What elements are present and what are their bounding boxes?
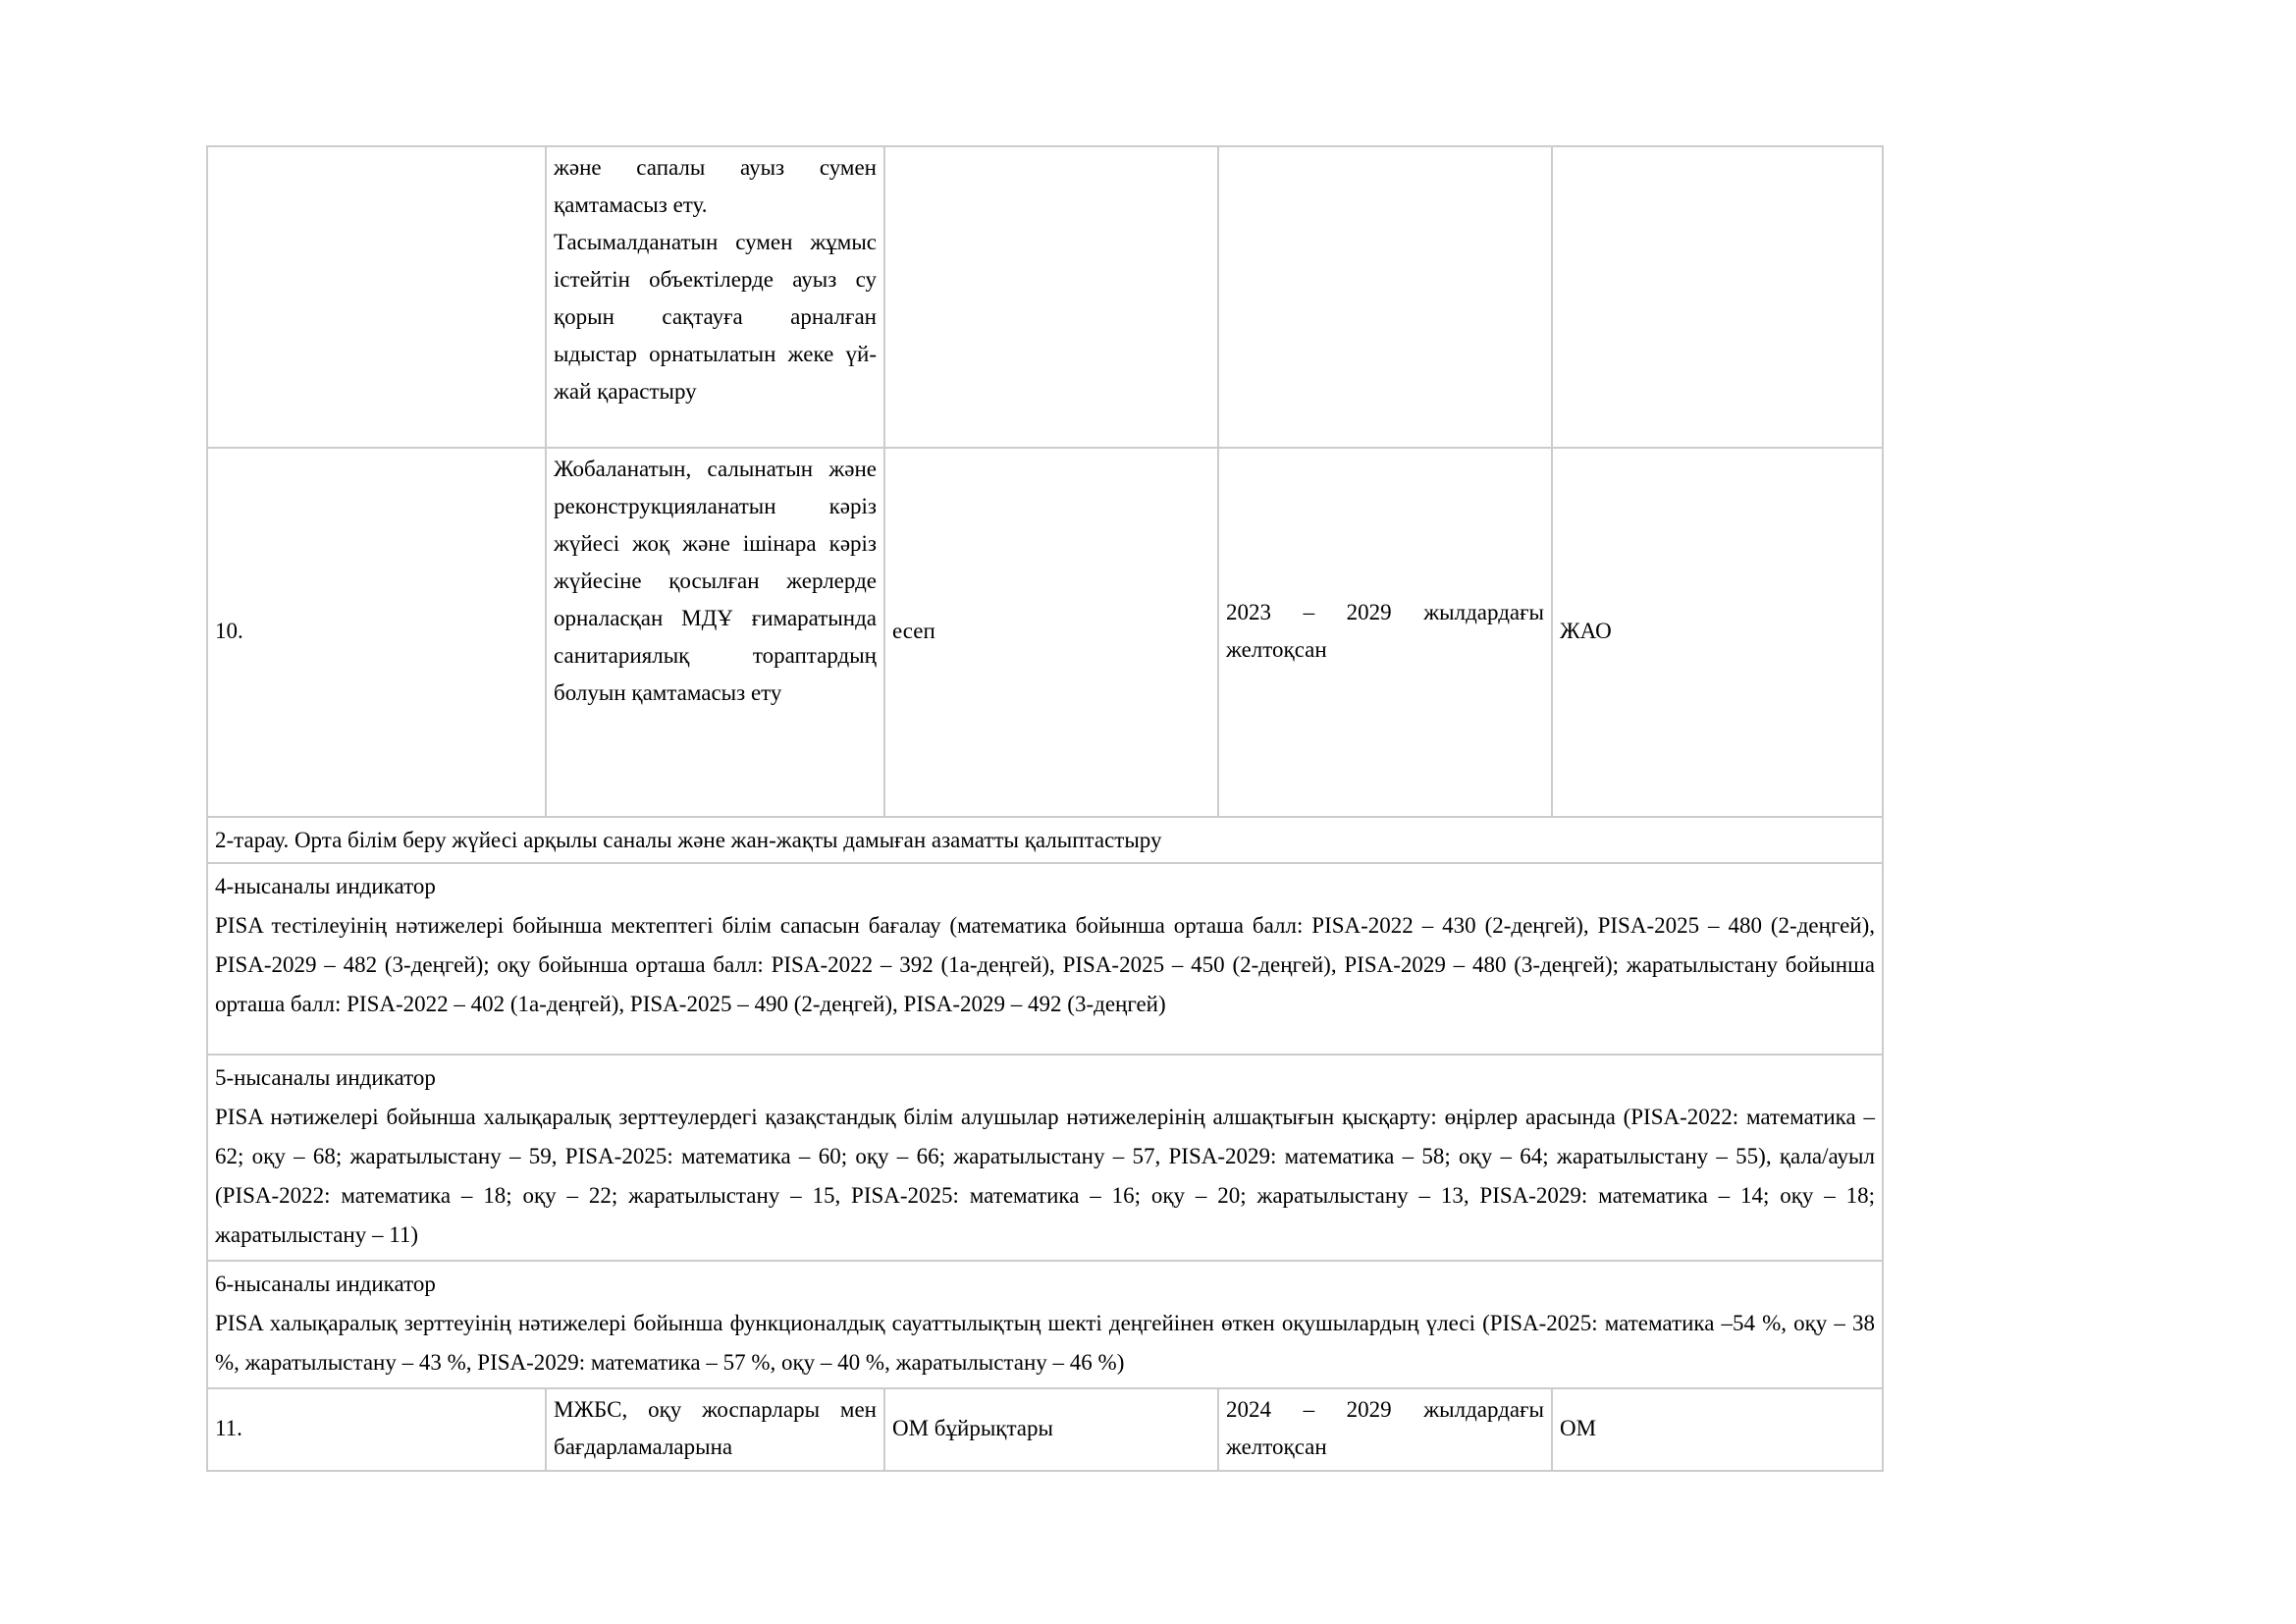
cell-form: есеп: [884, 448, 1218, 817]
cell-number: 11.: [207, 1388, 546, 1471]
indicator-6-cell: [207, 1261, 1883, 1388]
table-row-11: [207, 1388, 1883, 1471]
cell-form-empty: [884, 146, 1218, 448]
indicator-4-title: 4-нысаналы индикатор: [215, 874, 436, 898]
cell-form: ОМ бұйрықтары: [884, 1388, 1218, 1471]
table-row-indicator-4: [207, 863, 1883, 1055]
section-title: 2-тарау. Орта білім беру жүйесі арқылы саналы және жан-жақты дамыған азаматты қалыптастыру: [207, 817, 1883, 863]
indicator-6-title: 6-нысаналы индикатор: [215, 1272, 436, 1296]
table-row-10: [207, 448, 1883, 817]
indicator-6-body: PISA халықаралық зерттеуінің нәтижелері бойынша функционалдық сауаттылықтың шекті деңгейінен өткен оқушылардың үлесі (PISA-2025: математика –54 %, оқу – 38 %, жаратылыстану – 43 %, PISA-2029: математика – 57 %, оқу – 40 %, жаратылыстану – 46 %): [215, 1311, 1875, 1375]
indicator-5-title: 5-нысаналы индикатор: [215, 1065, 436, 1090]
indicator-5-body: PISA нәтижелері бойынша халықаралық зерттеулердегі қазақстандық білім алушылар нәтижелерінің алшақтығын қысқарту: өңірлер арасында (PISA-2022: математика – 62; оқу – 68; жаратылыстану – 59, PISA-2025: математика – 60; оқу – 66; жаратылыстану – 57, PISA-2029: математика – 58; оқу – 64; жаратылыстану – 55), қала/ауыл (PISA-2022: математика – 18; оқу – 22; жаратылыстану – 15, PISA-2025: математика – 16; оқу – 20; жаратылыстану – 13, PISA-2029: математика – 14; оқу – 18; жаратылыстану – 11): [215, 1105, 1875, 1247]
cell-term: 2023 – 2029 жылдардағы желтоқсан: [1218, 448, 1552, 817]
indicator-4-body: PISA тестілеуінің нәтижелері бойынша мектептегі білім сапасын бағалау (математика бойынша орташа балл: PISA-2022 – 430 (2-деңгей), PISA-2025 – 480 (2-деңгей), PISA-2029 – 482 (3-деңгей); оқу бойынша орташа балл: PISA-2022 – 392 (1а-деңгей), PISA-2025 – 450 (2-деңгей), PISA-2029 – 480 (3-деңгей); жаратылыстану бойынша орташа балл: PISA-2022 – 402 (1а-деңгей), PISA-2025 – 490 (2-деңгей), PISA-2029 – 492 (3-деңгей): [215, 913, 1875, 1016]
cell-number-empty: [207, 146, 546, 448]
activity-paragraph-1: және сапалы ауыз сумен қамтамасыз ету.: [554, 155, 877, 217]
table-row-continuation: [207, 146, 1883, 448]
cell-activity: МЖБС, оқу жоспарлары мен бағдарламаларына: [546, 1388, 884, 1471]
activity-paragraph-2: Тасымалданатын сумен жұмыс істейтін объектілерде ауыз су қорын сақтауға арналған ыдыстар орнатылатын жеке үй-жай қарастыру: [554, 230, 877, 404]
cell-activity: Жобаланатын, салынатын және реконструкцияланатын кәріз жүйесі жоқ және ішінара кәріз жүйесіне қосылған жерлерде орналасқан МДҰ ғимаратында санитариялық тораптардың болуын қамтамасыз ету: [546, 448, 884, 817]
cell-responsible-empty: [1552, 146, 1883, 448]
table-row-indicator-5: [207, 1055, 1883, 1261]
indicator-4-cell: [207, 863, 1883, 1055]
table-row-indicator-6: [207, 1261, 1883, 1388]
table-row-section-2: [207, 817, 1883, 863]
cell-responsible: ОМ: [1552, 1388, 1883, 1471]
cell-term: 2024 – 2029 жылдардағы желтоқсан: [1218, 1388, 1552, 1471]
cell-number: 10.: [207, 448, 546, 817]
indicator-5-cell: [207, 1055, 1883, 1261]
plan-table: [206, 145, 1884, 1472]
cell-responsible: ЖАО: [1552, 448, 1883, 817]
cell-term-empty: [1218, 146, 1552, 448]
cell-activity-continuation: [546, 146, 884, 448]
